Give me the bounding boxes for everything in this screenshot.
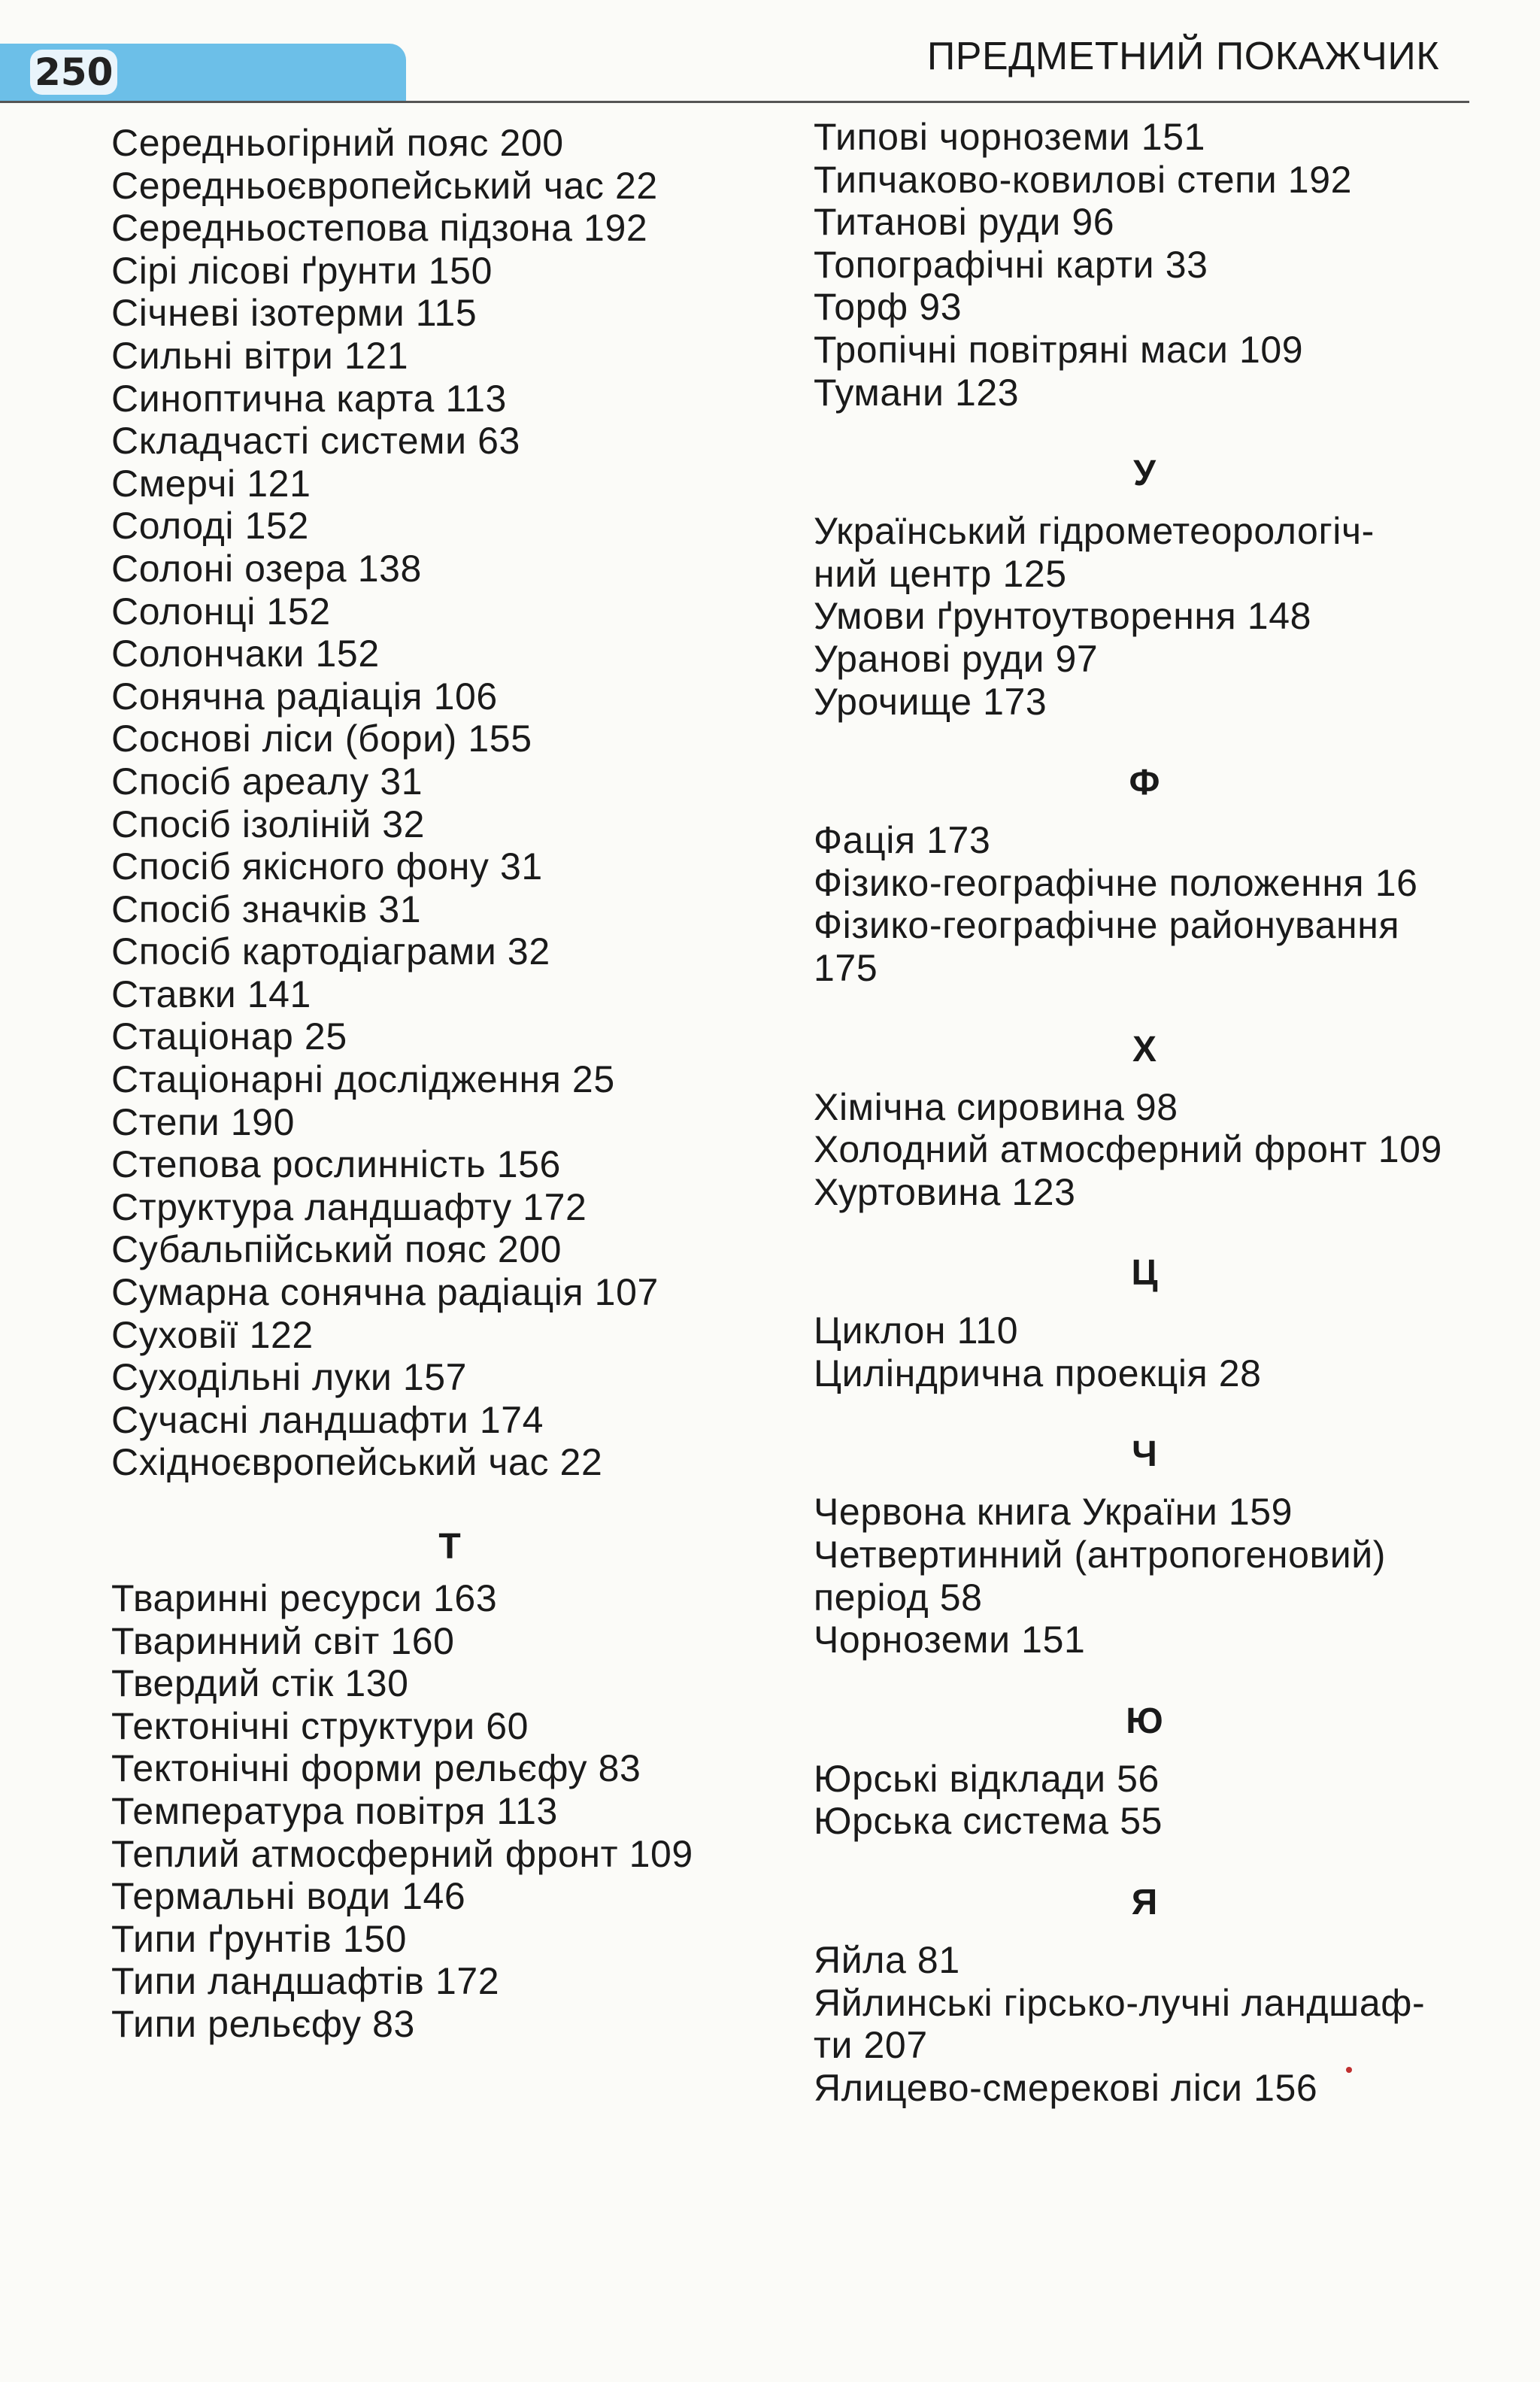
index-group-ch [814,1491,1475,1661]
index-entry: Тектонічні форми рельєфу 83 [111,1747,641,1790]
index-group-f [814,819,1475,989]
index-entry: Тваринні ресурси 163 [111,1577,498,1619]
index-entry: Смерчі 121 [111,462,311,505]
index-entry: Складчасті системи 63 [111,420,520,463]
index-column-left [111,122,803,2046]
index-entry: Структура ландшафту 172 [111,1185,587,1228]
index-entry: Солоні озера 138 [111,547,422,590]
index-entry: Уранові руди 97 [814,637,1099,680]
index-entry: Яйла 81 [814,1939,960,1982]
index-entry: Урочище 173 [814,680,1047,723]
index-entry: Ставки 141 [111,973,311,1015]
index-entry: Спосіб якісного фону 31 [111,845,543,888]
index-entry: Тропічні повітряні маси 109 [814,328,1304,371]
index-entry: Сучасні ландшафти 174 [111,1398,544,1441]
index-entry: Спосіб ізоліній 32 [111,803,426,845]
index-entry: Фізико-географічне районування [814,904,1400,947]
index-entry: Фізико-географічне положення 16 [814,861,1418,904]
index-entry: Сильні вітри 121 [111,334,409,377]
index-entry: Червона книга України 159 [814,1491,1293,1534]
index-entry: Спосіб значків 31 [111,888,422,930]
index-entry: Яйлинські гірсько-лучні ландшаф- [814,1981,1426,2024]
index-entry: період 58 [814,1576,983,1619]
index-entry: Синоптична карта 113 [111,377,507,420]
index-letter-heading: Ч [1132,1434,1157,1475]
index-entry: Степова рослинність 156 [111,1143,561,1186]
index-group-u [814,510,1475,723]
index-group-t-cont [814,116,1475,414]
index-letter-heading: Ц [1131,1253,1158,1294]
index-entry: ний центр 125 [814,552,1067,595]
index-group-t [111,1577,803,2046]
index-group-ya [814,1939,1475,2109]
index-entry: Титанові руди 96 [814,201,1115,244]
index-entry: Соснові ліси (бори) 155 [111,718,532,760]
index-entry: Тектонічні структури 60 [111,1704,529,1747]
index-entry: Сонячна радіація 106 [111,675,498,718]
header-divider [0,101,1469,103]
index-entry: Торф 93 [814,286,962,329]
index-letter-heading: Т [438,1527,461,1567]
index-entry: Теплий атмосферний фронт 109 [111,1832,693,1875]
index-entry: Чорноземи 151 [814,1619,1086,1661]
page-number: 250 [30,50,117,95]
index-entry: Середньостепова підзона 192 [111,207,648,250]
index-entry: Солоді 152 [111,505,309,548]
index-entry: Тумани 123 [814,371,1020,414]
index-group-ts [814,1309,1475,1394]
index-entry: Температура повітря 113 [111,1789,558,1832]
index-entry: Юрська система 55 [814,1800,1163,1843]
index-entry: Спосіб ареалу 31 [111,760,423,803]
index-entry: Східноєвропейський час 22 [111,1441,603,1484]
page-title: ПРЕДМЕТНИЙ ПОКАЖЧИК [926,35,1439,78]
index-entry: Ялицево-смерекові ліси 156 [814,2066,1318,2109]
index-entry: Типи ландшафтів 172 [111,1960,500,2003]
index-entry: 175 [814,946,878,989]
index-entry: Середньоєвропейський час 22 [111,164,658,207]
index-entry: Хуртовина 123 [814,1170,1076,1213]
index-entry: Типи ґрунтів 150 [111,1917,408,1960]
index-entry: Юрські відклади 56 [814,1757,1160,1800]
index-entry: Середньогірний пояс 200 [111,122,564,164]
index-entry: Четвертинний (антропогеновий) [814,1534,1387,1576]
index-entry: Хімічна сировина 98 [814,1085,1178,1128]
index-entry: Топографічні карти 33 [814,243,1208,286]
index-entry: Степи 190 [111,1100,295,1143]
index-entry: Твердий стік 130 [111,1662,409,1705]
index-entry: Український гідрометеорологіч- [814,510,1375,553]
index-entry: Стаціонар 25 [111,1015,347,1058]
index-entry: Тваринний світ 160 [111,1619,455,1662]
index-entry: Термальні води 146 [111,1875,466,1918]
index-entry: Умови ґрунтоутворення 148 [814,595,1312,638]
index-entry: Стаціонарні дослідження 25 [111,1058,615,1101]
index-entry: Солонці 152 [111,590,331,633]
index-entry: Солончаки 152 [111,633,380,675]
index-entry: Типчаково-ковилові степи 192 [814,158,1353,201]
print-speck [1346,2067,1352,2073]
index-entry: Спосіб картодіаграми 32 [111,930,550,973]
index-letter-heading: Я [1131,1883,1158,1923]
index-entry: Суходільні луки 157 [111,1356,468,1399]
index-entry: Субальпійський пояс 200 [111,1228,562,1271]
index-entry: Циліндрична проекція 28 [814,1352,1262,1394]
index-entry: Січневі ізотерми 115 [111,292,477,335]
index-entry: Сумарна сонячна радіація 107 [111,1271,659,1314]
index-entry: ти 207 [814,2024,928,2067]
index-entry: Холодний атмосферний фронт 109 [814,1128,1442,1171]
index-entry: Типові чорноземи 151 [814,116,1206,158]
index-entry: Сірі лісові ґрунти 150 [111,249,493,292]
index-entry: Циклон 110 [814,1309,1019,1352]
index-letter-heading: Ю [1126,1701,1163,1741]
index-letter-heading: Х [1132,1029,1157,1070]
index-entry: Фація 173 [814,819,991,862]
index-entry: Суховії 122 [111,1313,314,1356]
index-column-right [814,116,1475,2109]
index-group-yu [814,1758,1475,1843]
index-letter-heading: У [1133,454,1156,494]
index-letter-heading: Ф [1129,763,1160,803]
index-group-s [111,122,803,1484]
index-entry: Типи рельєфу 83 [111,2002,415,2045]
index-group-kh [814,1086,1475,1214]
